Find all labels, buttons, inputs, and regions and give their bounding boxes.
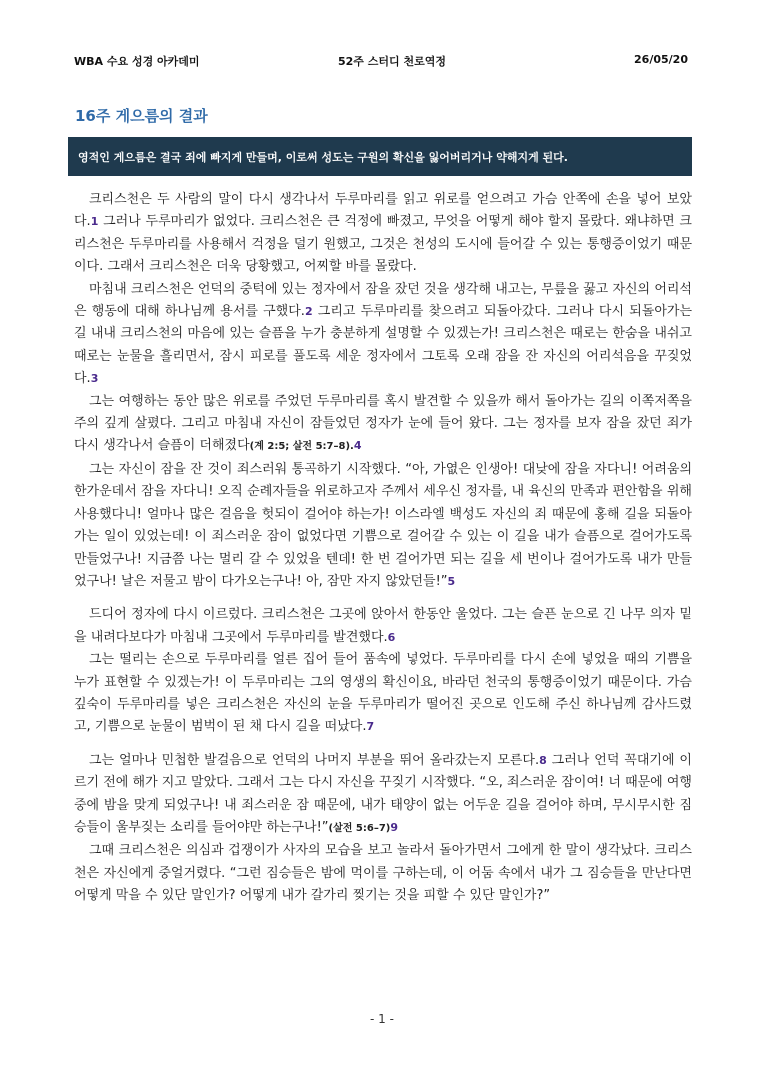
footnote-marker: 5 <box>447 574 456 588</box>
paragraph: 그는 자신이 잠을 잔 것이 죄스러워 통곡하기 시작했다. “아, 가엾은 인생아! 대낮에 잠을 자다니! 어려움의 한가운데서 잠을 자다니! 오직 순례자들을 위로하고자 주께서 세우신 정자를, 내 육신의 만족과 편안함을 위해 사용했다니! 얼마나 많은 걸음을 헛되이 걸어야 하는가! 이스라엘 백성도 자신의 죄 때문에 홍해 길을 되돌아가는 일이 있었는데! 이 죄스러운 잠이 없었다면 기쁨으로 걸어갈 수 있는 이 길을 내가 슬픔으로 걸어가도록 만들었구나! 지금쯤 나는 멀리 갈 수 있었을 텐데! 한 번 걸어가면 되는 길을 세 번이나 걸어가도록 내가 만들었구나! 날은 저물고 밤이 다가오는구나! 아, 잠만 자지 않았던들!”5 <box>74 461 692 589</box>
footnote-marker: 8 <box>539 753 547 767</box>
scripture-reference: (계 2:5; 살전 5:7–8). <box>249 441 354 453</box>
header-date: 26/05/20 <box>634 53 688 66</box>
body-text <box>74 189 692 908</box>
header-center: 52주 스터디 천로역정 <box>338 55 446 68</box>
footnote-marker: 7 <box>366 720 375 734</box>
footnote-marker: 6 <box>387 630 396 644</box>
paragraph: 그는 여행하는 동안 많은 위로를 주었던 두루마리를 혹시 발견할 수 있을까 해서 돌아가는 길의 이쪽저쪽을 주의 깊게 살폈다. 그리고 마침내 자신이 잠들었던 정자가 눈에 들어 왔다. 그는 정자를 보자 잠을 잤던 죄가 다시 생각나서 슬픔이 더해졌다(계 2:5; 살전 5:7–8).4 <box>74 393 692 454</box>
footnote-marker: 9 <box>390 820 399 834</box>
scripture-reference: (살전 5:6–7) <box>328 822 391 834</box>
paragraph: 그는 떨리는 손으로 두루마리를 얼른 집어 들어 품속에 넣었다. 두루마리를 다시 손에 넣었을 때의 기쁨을 누가 표현할 수 있겠는가! 이 두루마리는 그의 영생의 확신이요, 바라던 천국의 통행증이었기 때문이다. 가슴 깊숙이 두루마리를 넣은 크리스천은 자신의 눈을 두루마리가 떨어진 곳으로 인도해 주신 하나님께 감사드렸고, 기쁨으로 눈물이 범벅이 된 채 다시 길을 떠났다.7 <box>74 652 692 735</box>
paragraph: 드디어 정자에 다시 이르렀다. 크리스천은 그곳에 앉아서 한동안 울었다. 그는 슬픈 눈으로 긴 나무 의자 밑을 내려다보다가 마침내 그곳에서 두루마리를 발견했다.6 <box>74 607 692 645</box>
paragraph: 그는 얼마나 민첩한 발걸음으로 언덕의 나머지 부분을 뛰어 올라갔는지 모른다.8 그러나 언덕 꼭대기에 이르기 전에 해가 지고 말았다. 그래서 그는 다시 자신을 꾸짖기 시작했다. “오, 죄스러운 잠이여! 너 때문에 여행 중에 밤을 맞게 되었구나! 내 죄스러운 잠 때문에, 내가 태양이 없는 어두운 길을 걸어야 하며, 무시무시한 짐승들이 울부짖는 소리를 들어야만 하는구나!”(살전 5:6–7)9 <box>74 752 692 835</box>
summary-banner: 영적인 게으름은 결국 죄에 빠지게 만들며, 이로써 성도는 구원의 확신을 잃어버리거나 약해지게 된다. <box>68 137 692 176</box>
paragraph: 마침내 크리스천은 언덕의 중턱에 있는 정자에서 잠을 잤던 것을 생각해 내고는, 무릎을 꿇고 자신의 어리석은 행동에 대해 하나님께 용서를 구했다.2 그리고 두루마리를 찾으려고 되돌아갔다. 그러나 다시 되돌아가는 길 내내 크리스천의 마음에 있는 슬픔을 누가 충분하게 설명할 수 있겠는가! 크리스천은 때로는 한숨을 내쉬고 때로는 눈물을 흘리면서, 잠시 피로를 풀도록 세운 정자에서 그토록 오래 잠을 잔 자신의 어리석음을 꾸짖었다.3 <box>74 281 693 387</box>
page-title: 16주 게으름의 결과 <box>75 107 208 125</box>
paragraph: 그때 크리스천은 의심과 겁쟁이가 사자의 모습을 보고 놀라서 돌아가면서 그에게 한 말이 생각났다. 크리스천은 자신에게 중얼거렸다. “그런 짐승들은 밤에 먹이를 구하는데, 이 어둠 속에서 내가 그 짐승들을 만난다면 어떻게 막을 수 있단 말인가? 어떻게 내가 갈가리 찢기는 것을 피할 수 있단 말인가?” <box>74 843 692 904</box>
footnote-marker: 2 <box>304 305 313 319</box>
page-header <box>74 53 688 71</box>
footnote-marker: 4 <box>353 439 362 453</box>
footnote-marker: 1 <box>90 215 99 229</box>
paragraph: 크리스천은 두 사람의 말이 다시 생각나서 두루마리를 읽고 위로를 얻으려고 가슴 안쪽에 손을 넣어 보았다.1 그러나 두루마리가 없었다. 크리스천은 큰 걱정에 빠졌고, 무엇을 어떻게 해야 할지 몰랐다. 왜냐하면 크리스천은 두루마리를 사용해서 걱정을 덜기 원했고, 그것은 천성의 도시에 들어갈 수 있는 통행증이었기 때문이다. 그래서 크리스천은 더욱 당황했고, 어찌할 바를 몰랐다. <box>74 192 692 275</box>
header-left: WBA 수요 성경 아카데미 <box>74 55 200 68</box>
page-number: - 1 - <box>370 1012 394 1026</box>
footnote-marker: 3 <box>90 372 99 386</box>
